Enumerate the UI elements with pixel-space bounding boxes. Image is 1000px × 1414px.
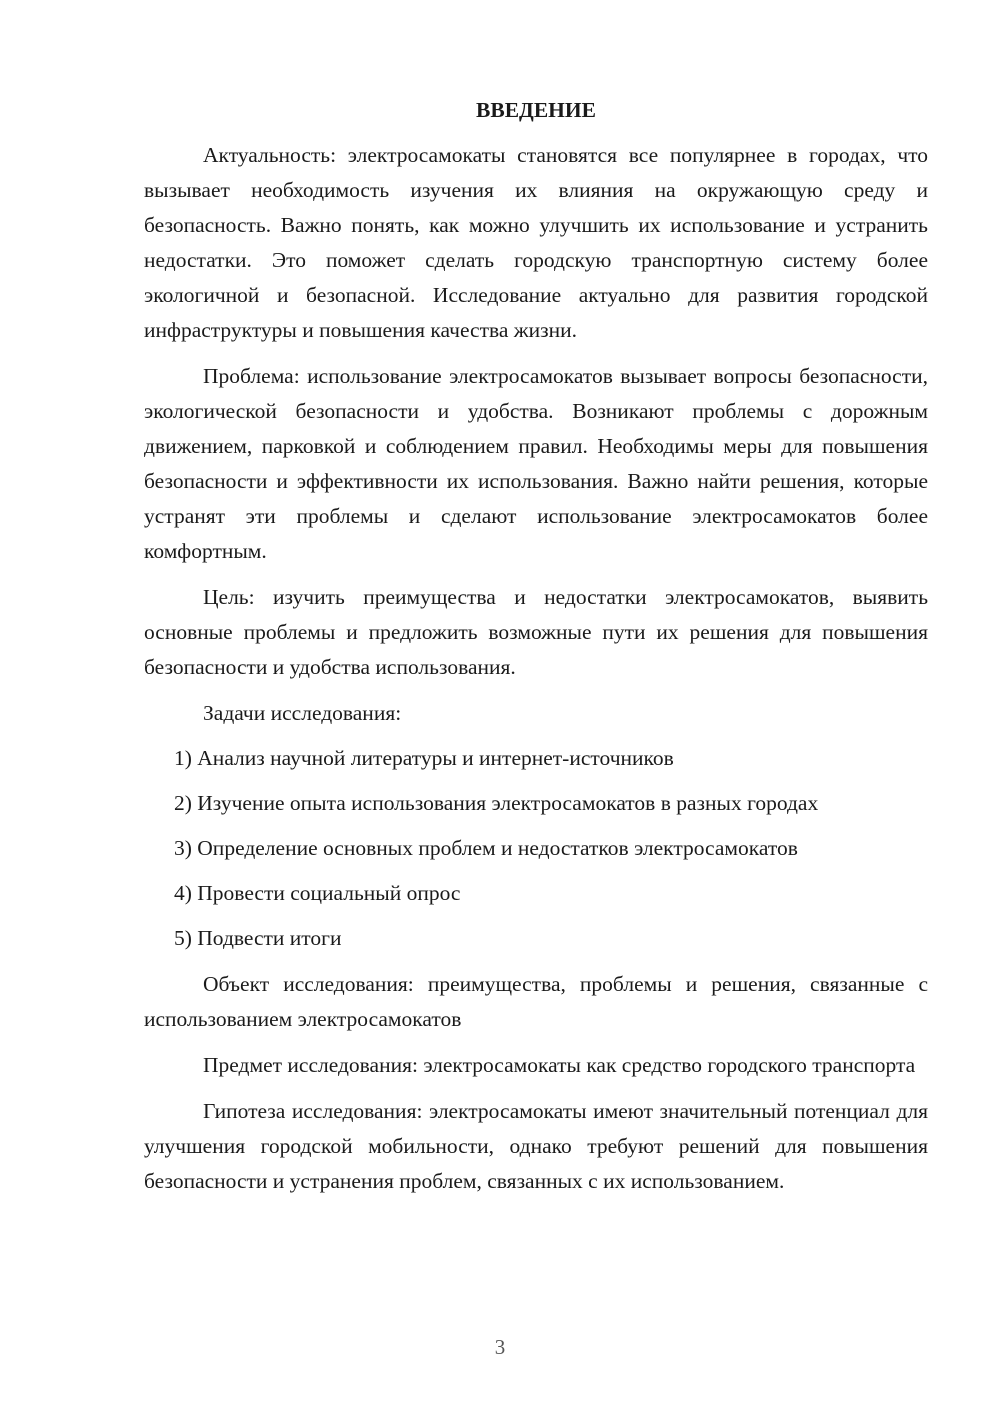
document-page	[144, 95, 928, 1210]
task-item: 5) Подвести итоги	[174, 926, 342, 950]
paragraph-hypothesis: Гипотеза исследования: электросамокаты имеют значительный потенциал для улучшения городской мобильности, однако требуют решений для повышения безопасности и устранения проблем, связанных с их использованием.	[144, 1099, 928, 1193]
task-item: 2) Изучение опыта использования электросамокатов в разных городах	[174, 791, 819, 815]
task-item: 1) Анализ научной литературы и интернет-источников	[174, 746, 674, 770]
section-title: ВВЕДЕНИЕ	[476, 98, 596, 122]
tasks-heading: Задачи исследования:	[203, 701, 402, 725]
paragraph-goal: Цель: изучить преимущества и недостатки электросамокатов, выявить основные проблемы и предложить возможные пути их решения для повышения безопасности и удобства использования.	[144, 585, 928, 679]
paragraph-subject: Предмет исследования: электросамокаты как средство городского транспорта	[203, 1053, 916, 1077]
paragraph-object: Объект исследования: преимущества, проблемы и решения, связанные с использованием электросамокатов	[144, 972, 928, 1031]
tasks-list	[144, 741, 928, 956]
task-item: 3) Определение основных проблем и недостатков электросамокатов	[174, 836, 798, 860]
page-number: 3	[494, 1335, 506, 1359]
task-item: 4) Провести социальный опрос	[174, 881, 461, 905]
paragraph-relevance: Актуальность: электросамокаты становятся все популярнее в городах, что вызывает необходимость изучения их влияния на окружающую среду и безопасность. Важно понять, как можно улучшить их использование и устранить недостатки. Это поможет сделать городскую транспортную систему более экологичной и безопасной. Исследование актуально для развития городской инфраструктуры и повышения качества жизни.	[144, 143, 928, 342]
paragraph-problem: Проблема: использование электросамокатов вызывает вопросы безопасности, экологической безопасности и удобства. Возникают проблемы с дорожным движением, парковкой и соблюдением правил. Необходимы меры для повышения безопасности и эффективности их использования. Важно найти решения, которые устранят эти проблемы и сделают использование электросамокатов более комфортным.	[144, 364, 928, 563]
